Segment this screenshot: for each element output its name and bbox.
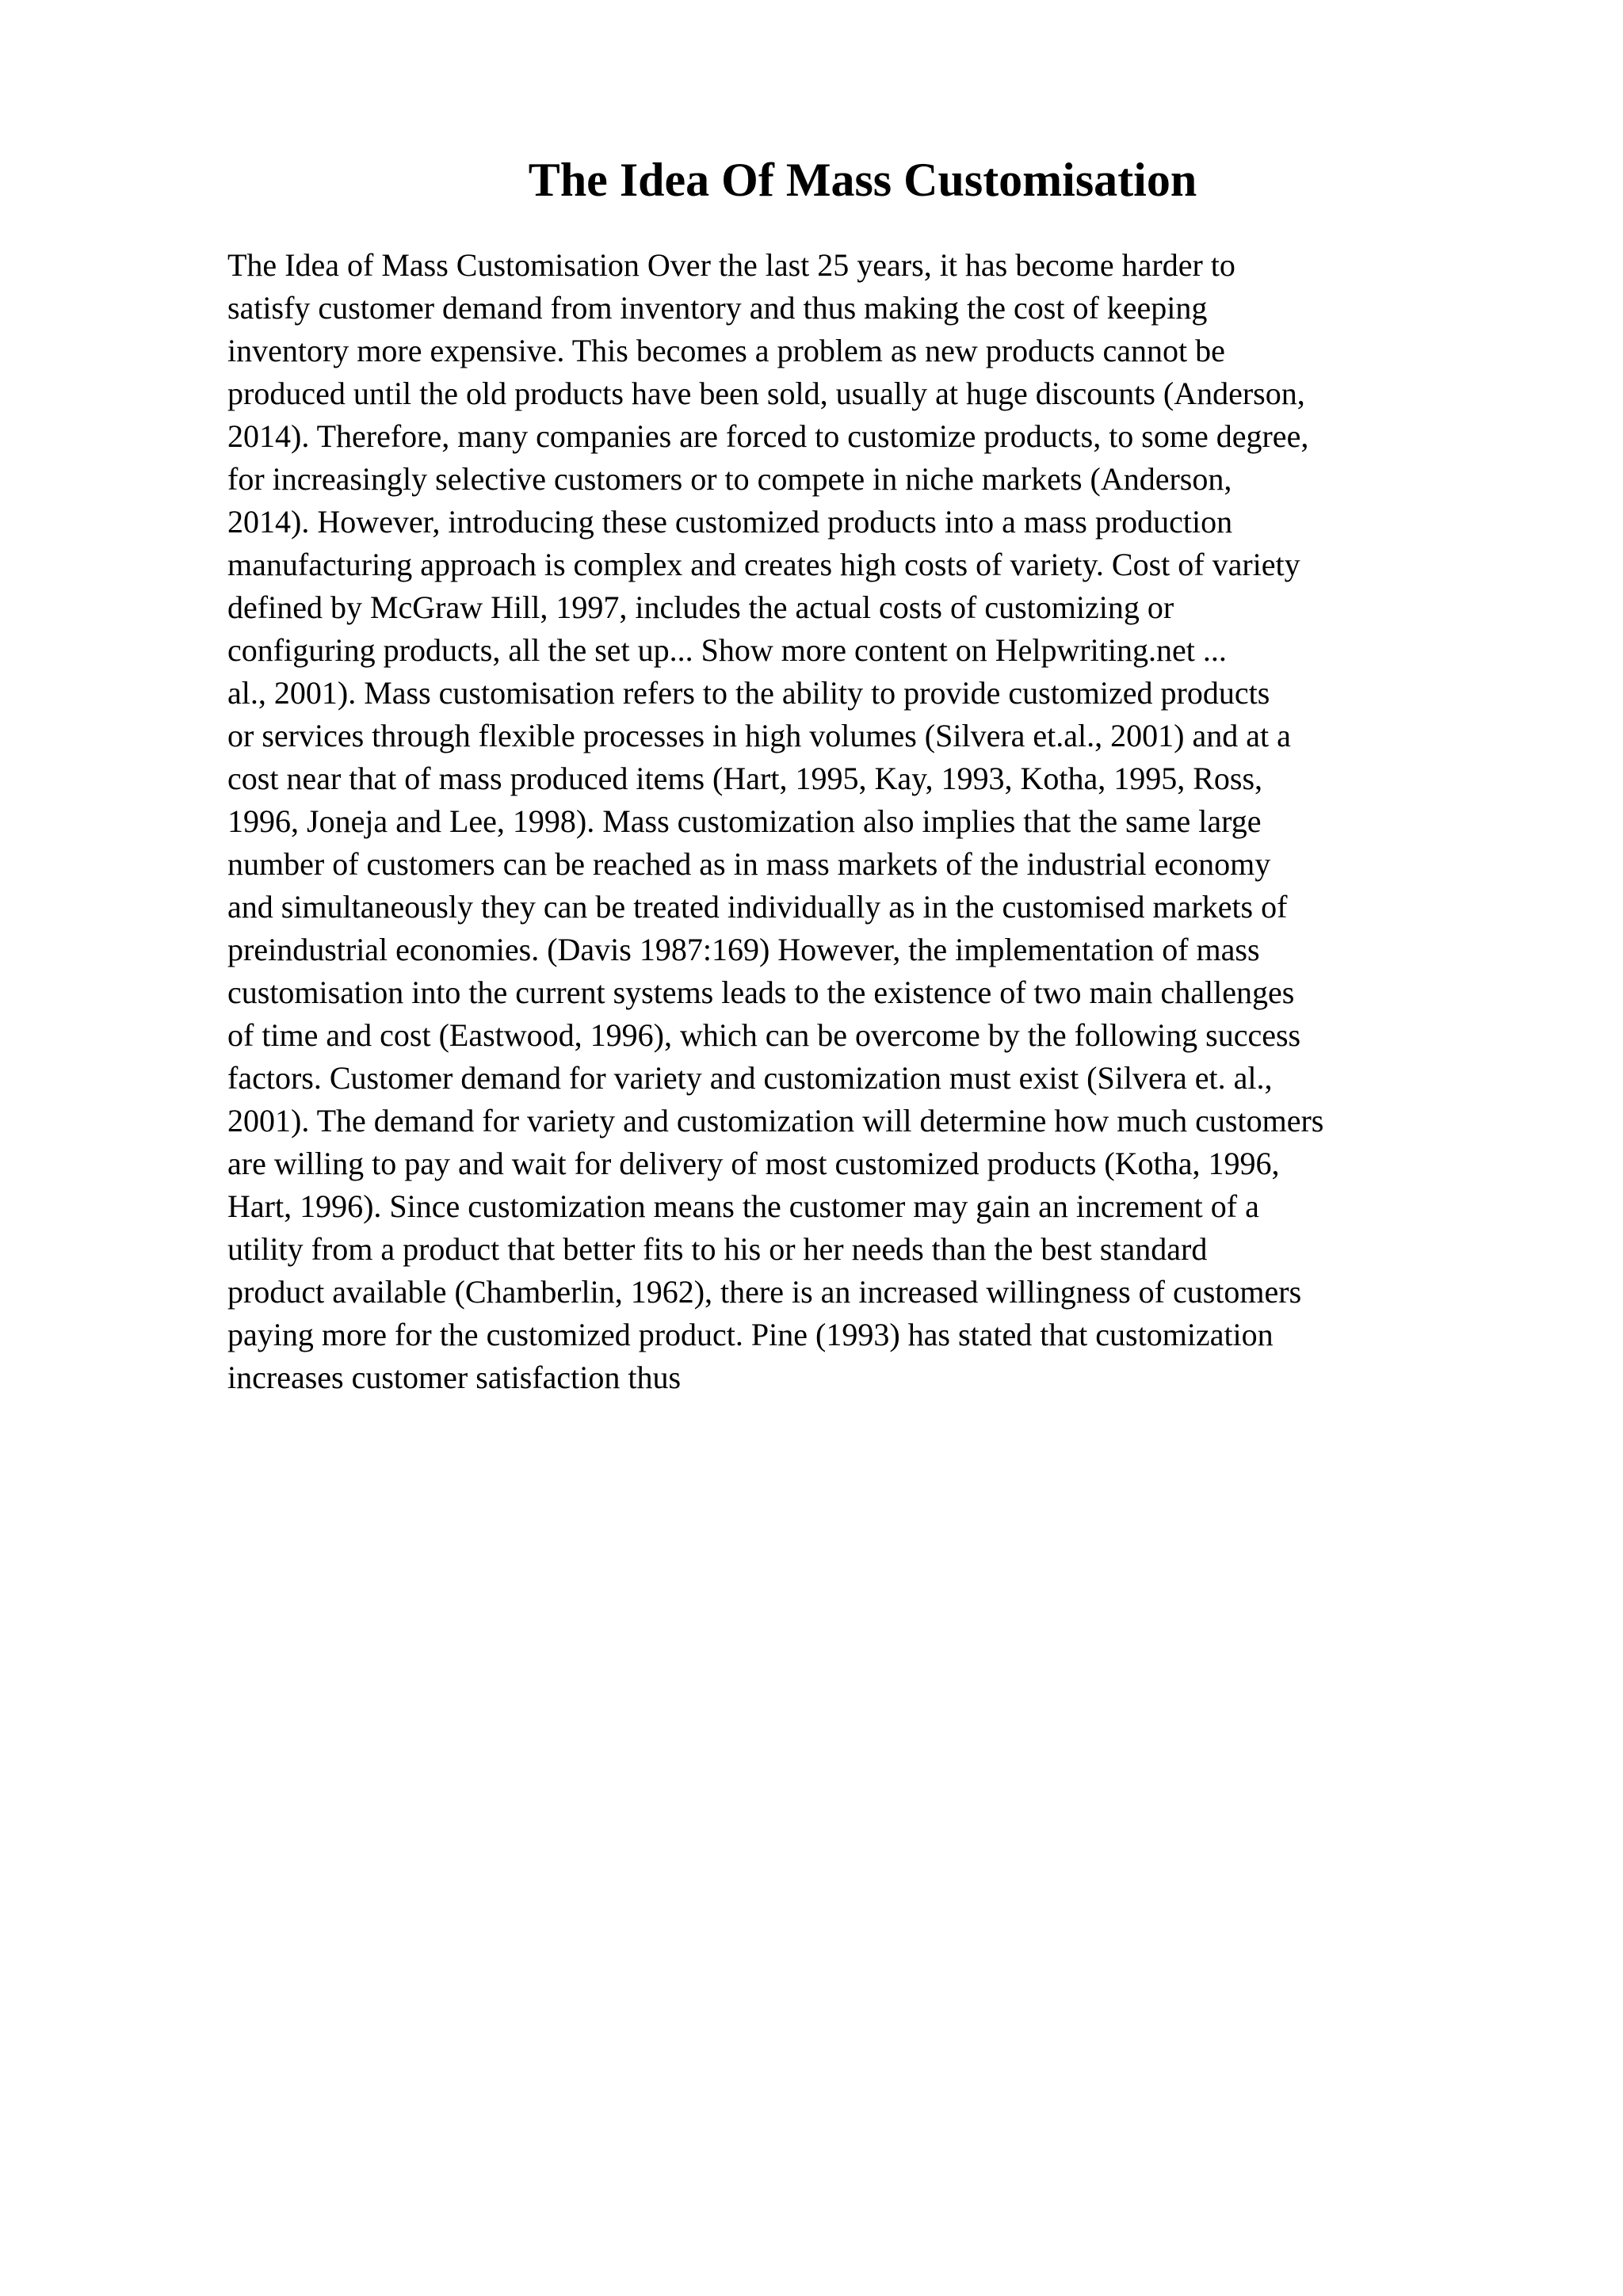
body-text (227, 244, 1511, 1399)
body-line: The Idea of Mass Customisation Over the last 25 years, it has become harder to (227, 247, 1235, 283)
body-line: manufacturing approach is complex and creates high costs of variety. Cost of variety (227, 547, 1300, 582)
body-line: number of customers can be reached as in mass markets of the industrial economy (227, 846, 1271, 882)
body-line: configuring products, all the set up... Show more content on Helpwriting.net ... (227, 632, 1227, 668)
body-line: utility from a product that better fits to his or her needs than the best standard (227, 1231, 1208, 1267)
body-line: 1996, Joneja and Lee, 1998). Mass customization also implies that the same large (227, 803, 1262, 839)
body-line: Hart, 1996). Since customization means the customer may gain an increment of a (227, 1188, 1259, 1224)
body-line: paying more for the customized product. Pine (1993) has stated that customization (227, 1317, 1274, 1352)
body-line: product available (Chamberlin, 1962), there is an increased willingness of customers (227, 1274, 1302, 1310)
body-line: for increasingly selective customers or to compete in niche markets (Anderson, (227, 461, 1232, 497)
body-line: factors. Customer demand for variety and customization must exist (Silvera et. al., (227, 1060, 1273, 1096)
body-line: satisfy customer demand from inventory and thus making the cost of keeping (227, 290, 1208, 326)
body-line: 2014). However, introducing these customized products into a mass production (227, 504, 1233, 540)
body-line: cost near that of mass produced items (Hart, 1995, Kay, 1993, Kotha, 1995, Ross, (227, 761, 1263, 796)
body-line: 2014). Therefore, many companies are forced to customize products, to some degree, (227, 418, 1309, 454)
body-line: or services through flexible processes in high volumes (Silvera et.al., 2001) and at a (227, 718, 1291, 753)
body-line: preindustrial economies. (Davis 1987:169) However, the implementation of mass (227, 932, 1260, 967)
body-line: produced until the old products have been sold, usually at huge discounts (Anderson, (227, 376, 1305, 411)
body-line: are willing to pay and wait for delivery of most customized products (Kotha, 1996, (227, 1146, 1280, 1181)
body-line: inventory more expensive. This becomes a problem as new products cannot be (227, 333, 1225, 368)
body-line: and simultaneously they can be treated individually as in the customised markets of (227, 889, 1288, 925)
body-line: al., 2001). Mass customisation refers to the ability to provide customized products (227, 675, 1270, 711)
body-line: of time and cost (Eastwood, 1996), which can be overcome by the following success (227, 1017, 1301, 1053)
body-line: customisation into the current systems leads to the existence of two main challenges (227, 974, 1295, 1010)
page-title: The Idea Of Mass Customisation (528, 154, 1197, 206)
body-line: defined by McGraw Hill, 1997, includes the actual costs of customizing or (227, 589, 1174, 625)
body-line: increases customer satisfaction thus (227, 1360, 682, 1395)
body-line: 2001). The demand for variety and customization will determine how much customers (227, 1103, 1324, 1138)
